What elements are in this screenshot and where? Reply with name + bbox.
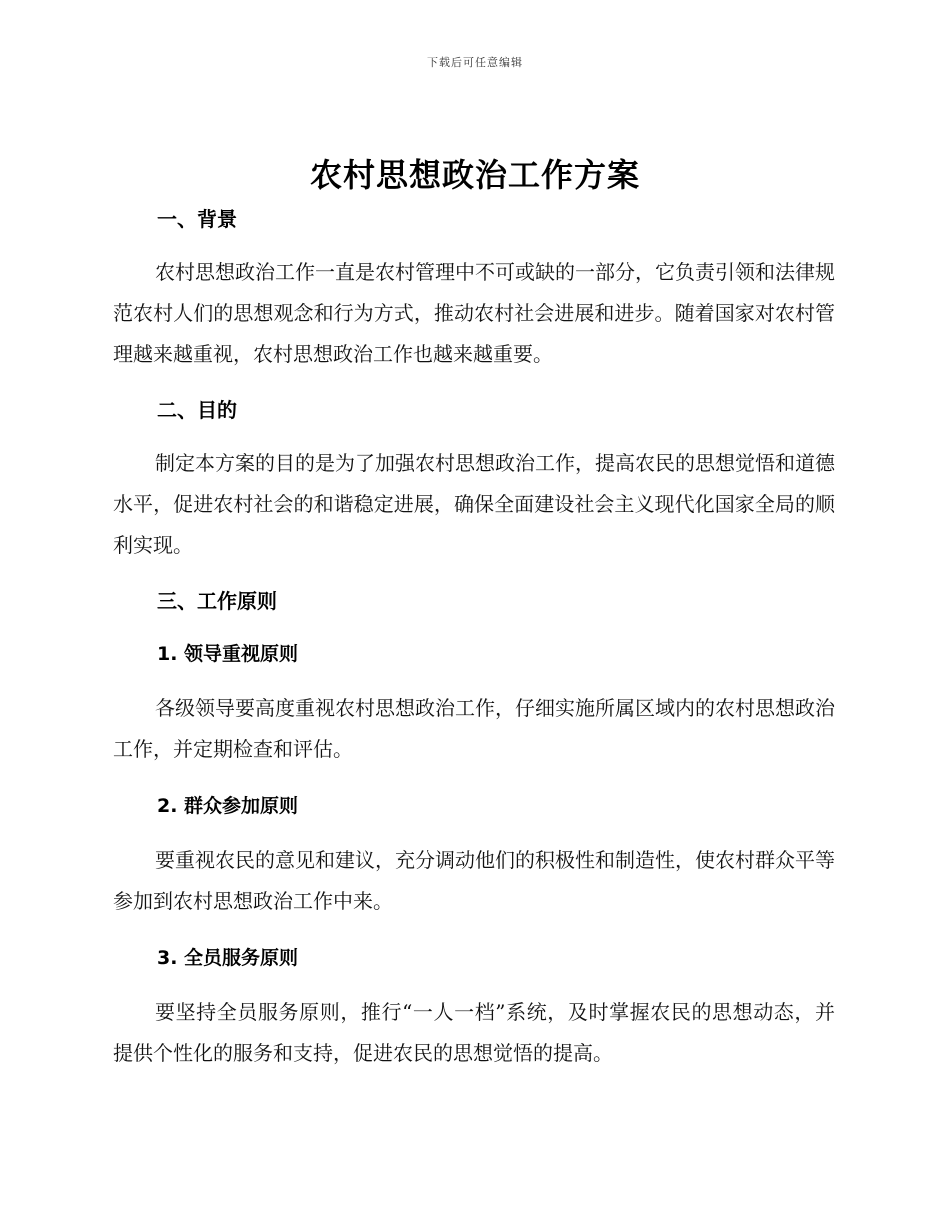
document-title: 农村思想政治工作方案 (309, 156, 640, 194)
principle-heading-3: 3. 全员服务原则 (157, 947, 299, 969)
principle-heading-2: 2. 群众参加原则 (157, 795, 299, 817)
principle-text-1: 各级领导要高度重视农村思想政治工作，仔细实施所属区域内的农村思想政治工作，并定期检查和评估。 (113, 696, 835, 761)
header-note: 下载后可任意编辑 (427, 56, 523, 69)
document-body (113, 200, 835, 1074)
section-text-background: 农村思想政治工作一直是农村管理中不可或缺的一部分，它负责引领和法律规范农村人们的思想观念和行为方式，推动农村社会进展和进步。随着国家对农村管理越来越重视，农村思想政治工作也越来越重要。 (113, 260, 835, 366)
section-text-purpose: 制定本方案的目的是为了加强农村思想政治工作，提高农民的思想觉悟和道德水平，促进农村社会的和谐稳定进展，确保全面建设社会主义现代化国家全局的顺利实现。 (113, 451, 835, 557)
section-heading-principles: 三、工作原则 (157, 589, 277, 613)
principle-text-3: 要坚持全员服务原则，推行“一人一档”系统，及时掌握农民的思想动态，并提供个性化的服务和支持，促进农民的思想觉悟的提高。 (113, 1000, 835, 1065)
principle-heading-1: 1. 领导重视原则 (157, 643, 299, 665)
section-heading-background: 一、背景 (157, 207, 237, 231)
principle-text-2: 要重视农民的意见和建议，充分调动他们的积极性和制造性，使农村群众平等参加到农村思想政治工作中来。 (113, 848, 835, 913)
section-heading-purpose: 二、目的 (157, 398, 237, 422)
